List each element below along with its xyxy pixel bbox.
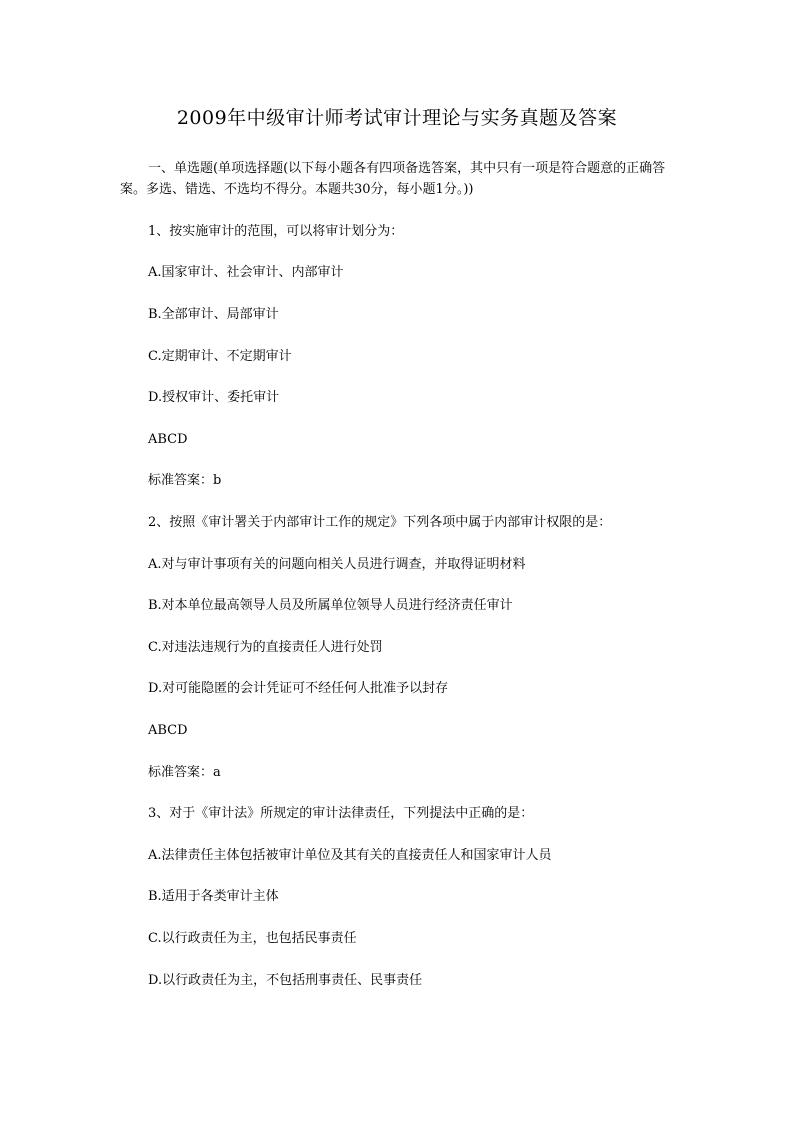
question-2-option-b: B.对本单位最高领导人员及所属单位领导人员进行经济责任审计	[148, 598, 513, 613]
question-1-stem: 1、按实施审计的范围，可以将审计划分为：	[148, 224, 404, 239]
question-1-choices: ABCD	[148, 432, 188, 447]
question-3-option-b: B.适用于各类审计主体	[148, 889, 279, 904]
question-1-option-b: B.全部审计、局部审计	[148, 307, 279, 322]
section-intro: 一、单选题(单项选择题(以下每小题各有四项备选答案，其中只有一项是符合题意的正确答案。多选、错选、不选均不得分。本题共30分，每小题1分。))	[120, 161, 666, 197]
question-1-option-a: A.国家审计、社会审计、内部审计	[148, 265, 344, 280]
question-1-answer: 标准答案：b	[148, 473, 222, 488]
document-title: 2009年中级审计师考试审计理论与实务真题及答案	[176, 107, 618, 129]
question-3-stem: 3、对于《审计法》所规定的审计法律责任，下列提法中正确的是：	[148, 806, 534, 821]
question-1-option-c: C.定期审计、不定期审计	[148, 349, 292, 364]
question-2-option-a: A.对与审计事项有关的问题向相关人员进行调查，并取得证明材料	[148, 557, 526, 572]
question-3-option-a: A.法律责任主体包括被审计单位及其有关的直接责任人和国家审计人员	[148, 848, 552, 863]
question-1-option-d: D.授权审计、委托审计	[148, 390, 280, 405]
question-3-option-c: C.以行政责任为主，也包括民事责任	[148, 931, 357, 946]
question-2-option-c: C.对违法违规行为的直接责任人进行处罚	[148, 640, 383, 655]
question-2-stem: 2、按照《审计署关于内部审计工作的规定》下列各项中属于内部审计权限的是：	[148, 515, 612, 530]
question-3-option-d: D.以行政责任为主，不包括刑事责任、民事责任	[148, 973, 423, 988]
question-2-option-d: D.对可能隐匿的会计凭证可不经任何人批准予以封存	[148, 681, 449, 696]
question-2-choices: ABCD	[148, 723, 188, 738]
question-2-answer: 标准答案：a	[148, 765, 221, 780]
